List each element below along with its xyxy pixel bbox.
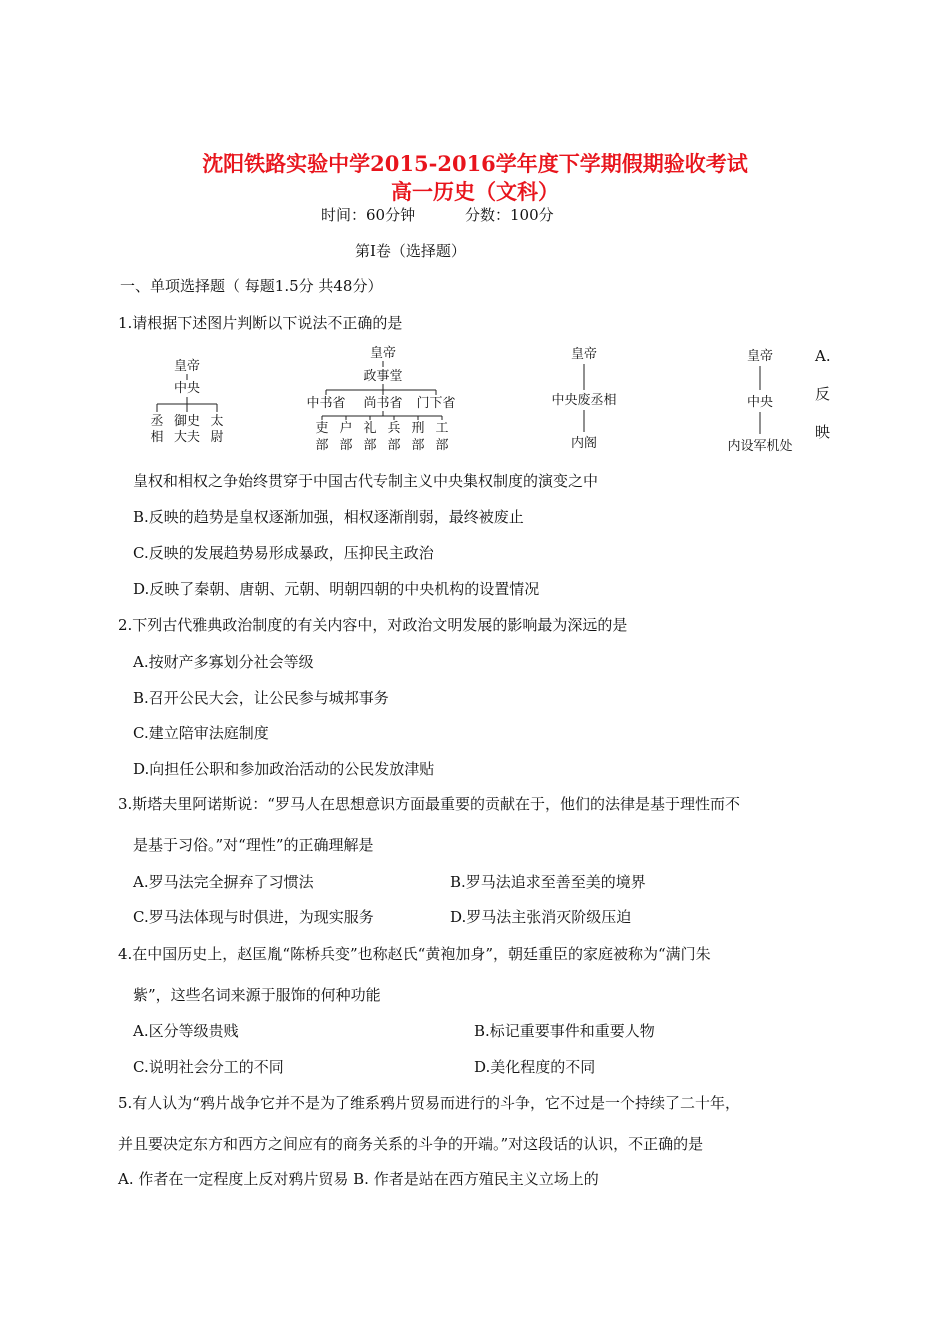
d3-emperor: 皇帝 — [570, 347, 598, 362]
q5-options-ab: A. 作者在一定程度上反对鸦片贸易 B. 作者是站在西方殖民主义立场上的 — [118, 1170, 599, 1188]
q4-option-b: B.标记重要事件和重要人物 — [474, 1022, 655, 1040]
d3-neige: 内阁 — [570, 436, 598, 451]
d2-li-bu-2: 部 — [315, 438, 329, 453]
section-heading: 一、单项选择题（ 每题1.5分 共48分） — [120, 277, 383, 295]
question-2-stem: 2.下列古代雅典政治制度的有关内容中，对政治文明发展的影响最为深远的是 — [118, 616, 628, 634]
d2-shangshu: 尚书省 — [363, 396, 403, 411]
q1-option-a-char-1: 反 — [815, 385, 831, 403]
q2-option-c: C.建立陪审法庭制度 — [133, 724, 269, 742]
question-1-stem: 1.请根据下述图片判断以下说法不正确的是 — [118, 314, 403, 332]
question-5-stem-line1: 5.有人认为“鸦片战争它并不是为了维系鸦片贸易而进行的斗争，它不过是一个持续了二十年， — [118, 1094, 740, 1112]
d2-li2-bu-1: 礼 — [363, 421, 377, 436]
q1-option-a-continued: 皇权和相权之争始终贯穿于中国古代专制主义中央集权制度的演变之中 — [133, 472, 599, 490]
question-4-stem-line2: 紫”，这些名词来源于服饰的何种功能 — [133, 986, 381, 1004]
q1-option-a-letter: A. — [815, 347, 831, 365]
q1-option-c: C.反映的发展趋势易形成暴政，压抑民主政治 — [133, 544, 434, 562]
d2-hu-bu-1: 户 — [339, 421, 353, 436]
d2-li-bu-1: 吏 — [315, 421, 329, 436]
question-3-stem-line2: 是基于习俗。”对“理性”的正确理解是 — [133, 836, 374, 854]
q2-option-b: B.召开公民大会，让公民参与城邦事务 — [133, 689, 389, 707]
exam-subtitle: 高一历史（文科） — [391, 179, 559, 204]
diagram-ming — [551, 346, 616, 451]
d2-zhongshu: 中书省 — [306, 396, 346, 411]
d1-leaf-yushi-1: 御史 — [173, 414, 201, 429]
d2-emperor: 皇帝 — [369, 346, 397, 361]
d2-gong-bu-1: 工 — [435, 421, 449, 436]
d4-central: 中央 — [746, 395, 774, 410]
d3-central-no-chancellor: 中央废丞相 — [551, 393, 617, 408]
diagram-tang — [306, 345, 455, 453]
diagram-qing — [727, 348, 792, 454]
d4-junjichu: 内设军机处 — [727, 439, 793, 454]
question-5-stem-line2: 并且要决定东方和西方之间应有的商务关系的斗争的开端。”对这段话的认识，不正确的是 — [118, 1135, 704, 1153]
d2-bing-bu-2: 部 — [387, 438, 401, 453]
d1-emperor: 皇帝 — [173, 359, 201, 374]
d2-li2-bu-2: 部 — [363, 438, 377, 453]
d4-emperor: 皇帝 — [746, 349, 774, 364]
org-chart-qing — [710, 340, 810, 460]
q3-option-d: D.罗马法主张消灭阶级压迫 — [450, 908, 632, 926]
d2-xing-bu-2: 部 — [411, 438, 425, 453]
q1-option-a-vertical — [815, 337, 831, 451]
q1-option-b: B.反映的趋势是皇权逐渐加强，相权逐渐削弱，最终被废止 — [133, 508, 524, 526]
q4-option-d: D.美化程度的不同 — [474, 1058, 596, 1076]
q3-option-b: B.罗马法追求至善至美的境界 — [450, 873, 646, 891]
question-4-stem-line1: 4.在中国历史上，赵匡胤“陈桥兵变”也称赵氏“黄袍加身”，朝廷重臣的家庭被称为“满门朱 — [118, 945, 711, 963]
d2-menxia: 门下省 — [416, 396, 456, 411]
d2-bing-bu-1: 兵 — [387, 421, 401, 436]
q2-option-d: D.向担任公职和参加政治活动的公民发放津贴 — [133, 760, 435, 778]
exam-title: 沈阳铁路实验中学2015-2016学年度下学期假期验收考试 — [202, 151, 748, 176]
d1-leaf-taiwei-1: 太 — [210, 414, 224, 429]
d1-leaf-chengxiang-1: 丞 — [150, 414, 164, 429]
q3-option-c: C.罗马法体现与时俱进，为现实服务 — [133, 908, 374, 926]
score-label: 分数：100分 — [465, 206, 554, 224]
q4-option-c: C.说明社会分工的不同 — [133, 1058, 284, 1076]
org-charts — [140, 340, 680, 460]
d2-gong-bu-2: 部 — [435, 438, 449, 453]
diagram-qin — [150, 358, 223, 445]
q1-option-d: D.反映了秦朝、唐朝、元朝、明朝四朝的中央机构的设置情况 — [133, 580, 540, 598]
question-3-stem-line1: 3.斯塔夫里阿诺斯说：“罗马人在思想意识方面最重要的贡献在于，他们的法律是基于理性而不 — [118, 795, 740, 813]
q3-option-a: A.罗马法完全摒弃了习惯法 — [133, 873, 314, 891]
q2-option-a: A.按财产多寡划分社会等级 — [133, 653, 314, 671]
d1-leaf-yushi-2: 大夫 — [173, 430, 201, 445]
time-label: 时间：60分钟 — [321, 206, 416, 224]
d2-hu-bu-2: 部 — [339, 438, 353, 453]
d2-zhengshitang: 政事堂 — [363, 369, 403, 384]
volume-label: 第Ⅰ卷（选择题） — [355, 242, 466, 260]
q4-option-a: A.区分等级贵贱 — [133, 1022, 239, 1040]
d2-xing-bu-1: 刑 — [411, 421, 425, 436]
d1-leaf-taiwei-2: 尉 — [210, 430, 224, 445]
d1-central: 中央 — [173, 381, 201, 396]
d1-leaf-chengxiang-2: 相 — [150, 430, 164, 445]
q1-option-a-char-2: 映 — [815, 423, 831, 441]
